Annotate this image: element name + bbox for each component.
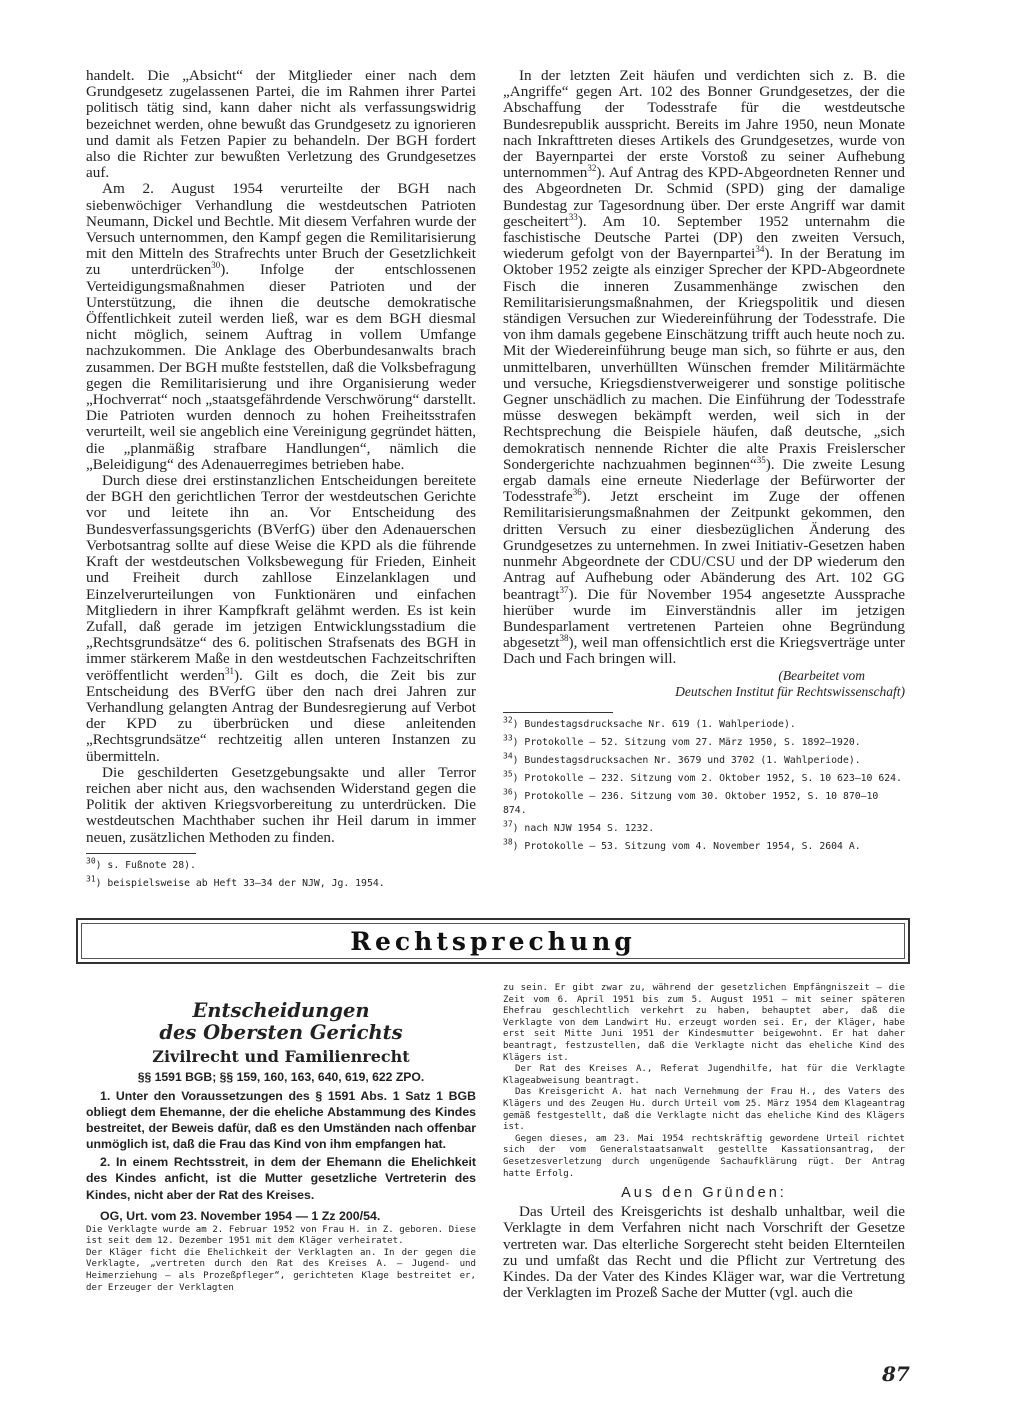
article-column-right [503,68,905,858]
credit-line: Deutschen Institut für Rechtswissenschaft) [675,683,905,699]
footnote-ref[interactable]: 30 [211,260,221,271]
footnote: $^{35}$) Protokolle — 232. Sitzung vom 2. Oktober 1952, S. 10 623—10 624. [503,769,902,784]
footnote-divider [503,712,613,713]
section-banner [76,918,910,964]
paragraph: handelt. Die „Absicht“ der Mitglieder einer nach dem Grundgesetz zugelassenen Partei, die im Rahmen ihrer Partei politisch tätig sind, kann daher nicht als verfassungswidrig bezeichnet werden, ohne bewußt das Grundgesetz zu ignorieren und damit als Fetzen Papier zu behandeln. Der BGH fordert also die Richter zur bewußten Verletzung des Grundgesetzes auf. [86,67,476,182]
decision-heading: Entscheidungen [192,999,370,1022]
footnote: $^{36}$) Protokolle — 236. Sitzung vom 30. Oktober 1952, S. 10 870—10 874. [503,787,879,816]
footnote-ref[interactable]: 38 [559,633,569,644]
credit-line: (Bearbeitet vom [778,667,865,683]
paragraph: Am 2. August 1954 verurteilte der BGH nach siebenwöchiger Verhandlung die westdeutschen Patrioten Neumann, Dickel und Bechtle. Mit diesem Verfahren wurde der Versuch unternommen, den Kampf gegen die Remilitarisierung mit den Mitteln des Strafrechts unter Bruch der Gesetzlichkeit zu unterdrücken$^{30}$). Infolge der entschlossenen Verteidigungsmaßnahmen dieser Patrioten und der Unterstützung, die ihnen die deutsche demokratische Öffentlichkeit zuteil werden ließ, war es dem BGH diesmal nicht möglich, seinem Auftrag in vollem Umfange nachzukommen. Die Anklage des Oberbundesanwalts brach zusammen. Der BGH mußte feststellen, daß die Volksbefragung gegen die Remilitarisierung und ihre Organisierung weder „Hochverrat“ noch „staatsgefährdende Verschwörung“ darstellt. Die Patrioten wurden dennoch zu hohen Freiheitsstrafen verurteilt, weil sie angeblich eine Vereinigung gegründet hätten, die „planmäßig strafbare Handlungen“, nämlich die „Beleidigung“ des Adenauerregimes betrieben habe. [86,180,476,473]
paragraph: Durch diese drei erstinstanzlichen Entscheidungen bereitete der BGH den gerichtlichen Terror der westdeutschen Gerichte vor und leitete ihn an. Vor Entscheidung des Bundesverfassungsgerichts (BVerfG) über den Adenauerschen Verbotsantrag sollte auf diese Weise die KPD als die führende Kraft der westdeutschen Volksbewegung für Frieden, Einheit und Freiheit durch zahllose Einzelanklagen und Einzelverurteilungen von Funktionären und einfachen Mitgliedern in ihrer Kampfkraft gelähmt werden. Es ist kein Zufall, daß gerade im jetzigen Entwicklungsstadium die „Rechtsgrundsätze“ des 6. politischen Strafsenats des BGH in immer stärkerem Maße in den westdeutschen Fachzeitschriften veröffentlicht werden$^{31}$). Gilt es doch, die Zeit bis zur Entscheidung des BVerfG über den nach drei Jahren zur Verhandlung gelangten Antrag der Bundesregierung auf Verbot der KPD zu überbrücken und diese anleitenden „Rechtsgrundsätze“ rechtzeitig allen unteren Instanzen zu übermitteln. [86,472,476,765]
reasons-heading: Aus den Gründen: [621,1185,787,1202]
footnote-ref[interactable]: 33 [568,211,578,222]
footnote-ref[interactable]: 37 [559,584,569,595]
page-number: 87 [882,1362,910,1386]
footnote-ref[interactable]: 32 [587,163,597,174]
headnote: 1. Unter den Voraussetzungen des § 1591 Abs. 1 Satz 1 BGB obliegt dem Ehemanne, der die eheliche Abstammung des Kindes bestreitet, der Beweis dafür, daß es den Umständen nach offenbar unmöglich ist, daß die Frau das Kind von ihm empfangen hat. [86,1089,476,1152]
footnote-divider [86,853,196,854]
footnote: $^{38}$) Protokolle — 53. Sitzung vom 4. November 1954, S. 2604 A. [503,837,861,852]
facts-paragraph: Die Verklagte wurde am 2. Februar 1952 von Frau H. in Z. geboren. Diese ist seit dem 12. Dezember 1951 mit dem Kläger verheiratet. [86,1224,476,1247]
footnote-ref[interactable]: 36 [572,487,582,498]
law-area-heading: Zivilrecht und Familienrecht [152,1047,410,1066]
footnote: $^{34}$) Bundestagsdrucksachen Nr. 3679 und 3702 (1. Wahlperiode). [503,751,861,766]
decision-reference: OG, Urt. vom 23. November 1954 — 1 Zz 200/54. [100,1208,381,1223]
facts-paragraph: Gegen dieses, am 23. Mai 1954 rechtskräftig gewordene Urteil richtet sich der vom Generalstaatsanwalt gestellte Kassationsantrag, der Gesetzesverletzung durch ungenügende Sachaufklärung rügt. Der Antrag hatte Erfolg. [503,1133,905,1179]
paragraph: Das Urteil des Kreisgerichts ist deshalb unhaltbar, weil die Verklagte in dem Verfahren nicht nach Vorschrift der Gesetze vertreten war. Das elterliche Sorgerecht steht beiden Elternteilen zu und umfaßt das Recht und die Pflicht zur Vertretung des Kindes. Da der Vater des Kindes Kläger war, war die Vertretung der Verklagten im Prozeß Sache der Mutter (vgl. auch die [503,1203,905,1302]
section-title: Rechtsprechung [350,927,636,956]
footnote-ref[interactable]: 34 [755,244,765,255]
footnote-ref[interactable]: 31 [225,665,234,676]
footnote: $^{33}$) Protokolle — 52. Sitzung vom 27. März 1950, S. 1892—1920. [503,733,861,748]
footnote: $^{32}$) Bundestagsdrucksache Nr. 619 (1. Wahlperiode). [503,715,796,730]
facts-paragraph: Das Kreisgericht A. hat nach Vernehmung der Frau H., des Vaters des Klägers und des Zeugen Hu. durch Urteil vom 25. März 1954 dem Klageantrag gemäß festgestellt, daß die Verklagte nicht das eheliche Kind des Klägers ist. [503,1087,905,1133]
paragraph: Die geschilderten Gesetzgebungsakte und aller Terror reichen aber nicht aus, den wachsenden Widerstand gegen die Politik der aktiven Kriegsvorbereitung zu unterdrücken. Die westdeutschen Machthaber suchen ihr Heil darum in immer neuen, zusätzlichen Methoden zu finden. [86,763,476,846]
statute-reference: §§ 1591 BGB; §§ 159, 160, 163, 640, 619, 622 ZPO. [137,1070,425,1084]
footnote: $^{37}$) nach NJW 1954 S. 1232. [503,819,655,834]
decision-heading: des Obersten Gerichts [159,1021,403,1044]
decision-column-right [503,983,905,1301]
decision-column-left [86,1000,476,1294]
footnote-ref[interactable]: 35 [756,454,766,465]
paragraph: In der letzten Zeit häufen und verdichten sich z. B. die „Angriffe“ gegen Art. 102 des Bonner Grundgesetzes, der die Abschaffung der Todesstrafe für die westdeutsche Bundesrepublik ausspricht. Bereits im Jahre 1950, neun Monate nach Inkrafttreten dieses Artikels des Grundgesetzes, wurde von der Bayernpartei der erste Vorstoß zu seiner Aufhebung unternommen$^{32}$). Auf Antrag des KPD-Abgeordneten Renner und des Abgeordneten Dr. Schmid (SPD) ging der damalige Bundestag zur Tagesordnung über. Der erste Angriff war damit gescheitert$^{33}$). Am 10. September 1952 unternahm die faschistische Deutsche Partei (DP) den zweiten Versuch, wiederum gefolgt von der Bayernpartei$^{34}$). In der Beratung im Oktober 1952 zeigte als einziger Sprecher der KPD-Abgeordnete Fisch die inneren Zusammenhänge zwischen den Remilitarisierungsmaßnahmen, der Kriegspolitik und diesen ständigen Versuchen zur Wiedereinführung der Todesstrafe. Die von ihm damals gegebene Einschätzung trifft auch heute noch zu. Mit der Wiedereinführung beuge man sich, so führte er aus, den unmittelbaren, unverhüllten Wünschen fremder Militärmächte und versuche, Kriegsdienstverweigerer und sonstige politische Gegner unschädlich zu machen. Die Einführung der Todesstrafe müsse deswegen bekämpft werden, weil sich in der Rechtsprechung die Beispiele häufen, daß deutsche, „sich demokratisch nennende Richter die alte Praxis Freislerscher Sondergerichte nachzuahmen beginnen“$^{35}$). Die zweite Lesung ergab damals eine erneute Niederlage der Befürworter der Todesstrafe$^{36}$). Jetzt erscheint im Zuge der offenen Remilitarisierungsmaßnahmen der Zeitpunkt gekommen, den dritten Versuch zu einer diesbezüglichen Änderung des Grundgesetzes zu unternehmen. In zwei Initiativ-Gesetzen haben nunmehr Abgeordnete der CDU/CSU und der DP wiederum den Antrag auf Aufhebung oder Abänderung des Art. 102 GG beantragt$^{37}$). Die für November 1954 angesetzte Aussprache hierüber wurde im Einverständnis aller im jetzigen Bundesparlament vertretenen Parteien ohne Begründung abgesetzt$^{38}$), weil man offensichtlich erst die Kriegsverträge unter Dach und Fach bringen will. [503,67,905,668]
facts-paragraph: Der Rat des Kreises A., Referat Jugendhilfe, hat für die Verklagte Klageabweisung beantragt. [503,1064,905,1086]
headnote: 2. In einem Rechtsstreit, in dem der Ehemann die Ehelichkeit des Kindes anficht, ist die Mutter gesetzliche Vertreterin des Kindes, nicht aber der Rat des Kreises. [86,1155,476,1202]
footnote: $^{30}$) s. Fußnote 28). [86,856,196,871]
facts-paragraph: zu sein. Er gibt zwar zu, während der gesetzlichen Empfängniszeit — die Zeit vom 6. April 1951 bis zum 5. August 1951 — mit seiner späteren Ehefrau geschlechtlich verkehrt zu haben, behauptet aber, daß die Verklagte von dem Landwirt Hu. erzeugt worden sei. Er, der Kläger, habe erst seit Mitte Juni 1951 der Kindesmutter beigewohnt. Er hat daher beantragt, festzustellen, daß die Verklagte nicht das eheliche Kind des Klägers ist. [503,983,905,1063]
footnote: $^{31}$) beispielsweise ab Heft 33—34 der NJW, Jg. 1954. [86,874,385,889]
facts-paragraph: Der Kläger ficht die Ehelichkeit der Verklagten an. In der gegen die Verklagte, „vertreten durch den Rat des Kreises A. — Jugend- und Heimerziehung — als Prozeßpfleger“, gerichteten Klage bestreitet er, der Erzeuger der Verklagten [86,1247,476,1293]
article-column-left [86,68,476,895]
